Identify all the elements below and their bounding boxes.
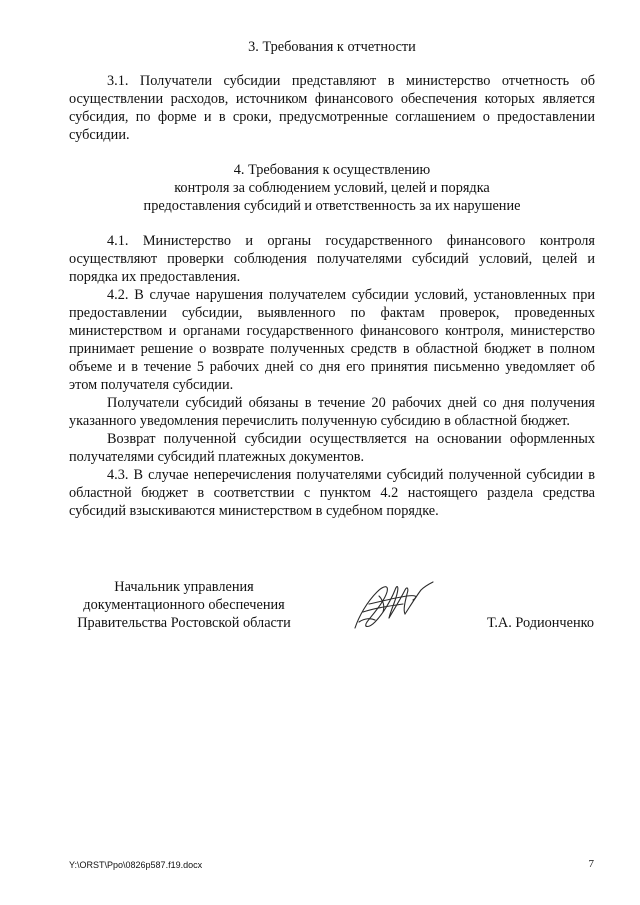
paragraph-4-1: 4.1. Министерство и органы государственного финансового контроля осуществляют проверки соблюдения получателями субсидий условий, целей и порядка их предоставления. [69, 233, 595, 285]
document-body [69, 38, 595, 520]
paragraph-4-2-refund: Возврат полученной субсидии осуществляется на основании оформленных получателями субсидий платежных документов. [69, 431, 595, 465]
handwritten-signature [349, 578, 437, 634]
signatory-position-line: Начальник управления [114, 579, 254, 595]
paragraph-4-3: 4.3. В случае неперечисления получателями субсидий полученной субсидии в областной бюджет в соответствии с пунктом 4.2 настоящего раздела средства субсидий взыскиваются министерством в судебном порядке. [69, 467, 595, 519]
paragraph-4-2: 4.2. В случае нарушения получателем субсидии условий, установленных при предоставлении субсидии, выявленного по фактам проверок, проведенных министерством и органами государственного финансового контроля, министерство принимает решение о возврате полученных средств в областной бюджет в полном объеме и в течение 5 рабочих дней со дня его принятия письменно уведомляет об этом получателя субсидии. [69, 287, 595, 393]
signatory-position [69, 578, 299, 632]
section-4-title [69, 161, 595, 215]
paragraph-3-1: 3.1. Получатели субсидии представляют в министерство отчетность об осуществлении расходов, источником финансового обеспечения которых является субсидия, по форме и в сроки, предусмотренные соглашением о предоставлении субсидии. [69, 73, 595, 143]
signatory-name: Т.А. Родионченко [487, 615, 594, 631]
signatory-position-line: Правительства Ростовской области [77, 615, 291, 631]
section-4-title-line: 4. Требования к осуществлению [233, 162, 431, 178]
file-path: Y:\ORST\Ppo\0826p587.f19.docx [69, 860, 203, 870]
signatory-position-line: документационного обеспечения [83, 597, 285, 613]
page-number: 7 [588, 858, 594, 870]
section-4-title-line: предоставления субсидий и ответственность за их нарушение [143, 198, 521, 214]
section-4-title-line: контроля за соблюдением условий, целей и порядка [174, 180, 490, 196]
paragraph-4-2-obligation: Получатели субсидий обязаны в течение 20 рабочих дней со дня получения указанного уведомления перечислить полученную субсидию в областной бюджет. [69, 395, 595, 429]
section-3-title: 3. Требования к отчетности [248, 39, 416, 55]
